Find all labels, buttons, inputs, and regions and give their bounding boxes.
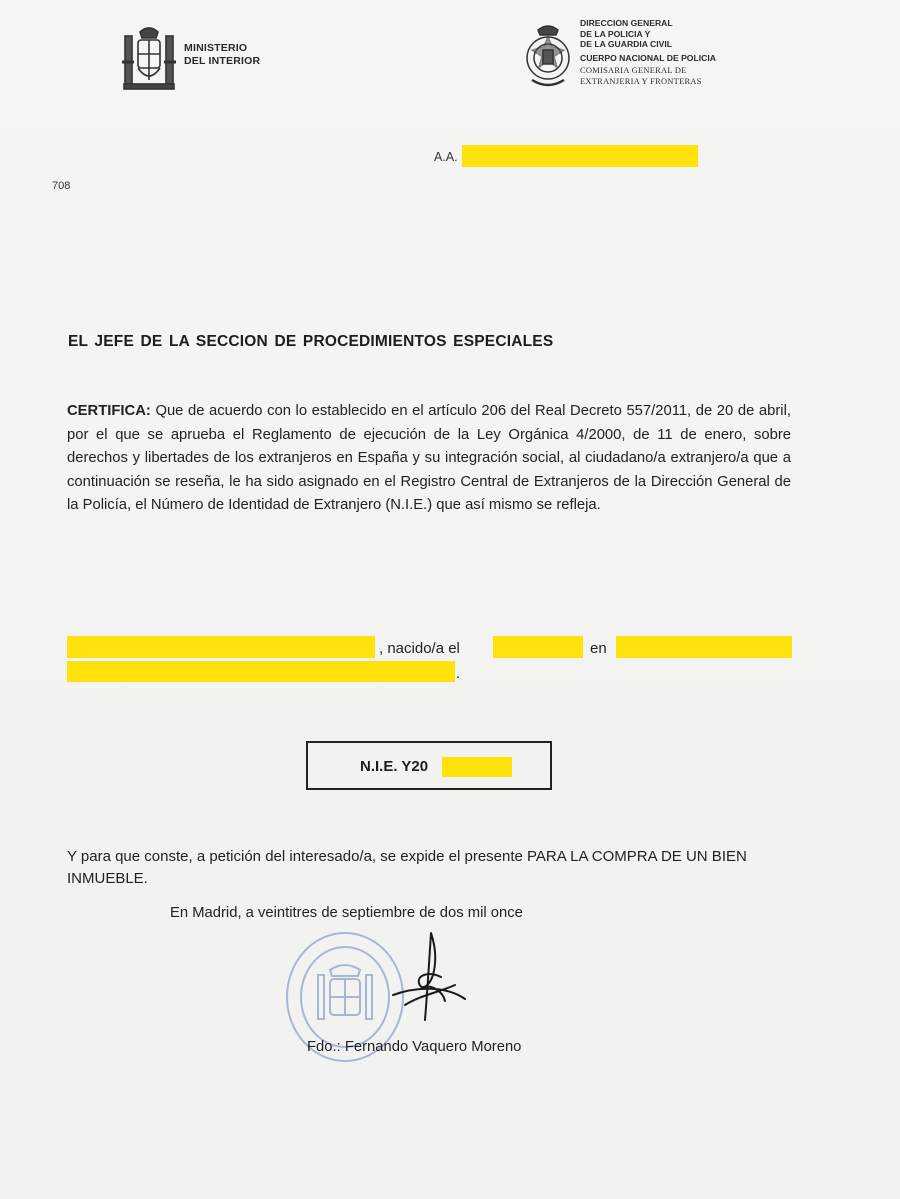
certify-label: CERTIFICA: [67,403,151,419]
closing-paragraph: Y para que conste, a petición del interesado/a, se expide el presente PARA LA COMPRA DE UN BIEN INMUEBLE. [67,848,747,887]
police-line-5: COMISARIA GENERAL DE [580,66,687,75]
birthplace-label: en [590,640,607,657]
document-heading: EL JEFE DE LA SECCION DE PROCEDIMIENTOS ESPECIALES [68,333,554,350]
police-line-1: DIRECCION GENERAL [580,18,673,28]
name-redaction [67,636,375,658]
nie-box [306,741,552,790]
handwritten-signature [385,925,475,1025]
nie-number-redaction [442,757,512,777]
police-emblem-logo [524,22,572,88]
police-department-lines [580,18,716,87]
place-and-date: En Madrid, a veintitres de septiembre de dos mil once [170,905,523,921]
born-label: , nacido/a el [379,640,460,657]
certify-text: Que de acuerdo con lo establecido en el artículo 206 del Real Decreto 557/2011, de 20 de abril, por el que se aprueba el Reglamento de ejecución de la Ley Orgánica 4/2000, de 11 de enero, sobre derechos y libertades de los extranjeros en España y su integración social, al ciudadano/a extranjero/a que a continuación se reseña, le ha sido asignado en el Registro Central de Extranjeros de la Dirección General de la Policía, el Número de Identidad de Extranjero (N.I.E.) que así mismo se refleja. [67,403,791,514]
certification-paragraph [67,400,791,518]
police-line-3: DE LA GUARDIA CIVIL [580,39,672,49]
police-line-2: DE LA POLICIA Y [580,28,651,39]
addressee-redaction [462,145,698,167]
reference-number: 708 [52,180,71,192]
ministry-line-1: MINISTERIO [184,42,248,54]
birthdate-redaction [493,636,583,658]
ministry-name [184,42,260,68]
police-line-6: EXTRANJERIA Y FRONTERAS [580,76,702,86]
birthplace-redaction [616,636,792,658]
signatory-name: Fdo.: Fernando Vaquero Moreno [307,1039,522,1055]
nie-number-prefix: N.I.E. Y20 [360,758,429,775]
addressee-label: A.A. [434,150,458,164]
nationality-redaction [67,661,455,682]
ministry-line-2: DEL INTERIOR [184,55,261,67]
spain-coat-of-arms-logo [120,22,178,92]
police-line-4: CUERPO NACIONAL DE POLICIA [580,52,716,63]
person-line-end: . [456,665,461,682]
